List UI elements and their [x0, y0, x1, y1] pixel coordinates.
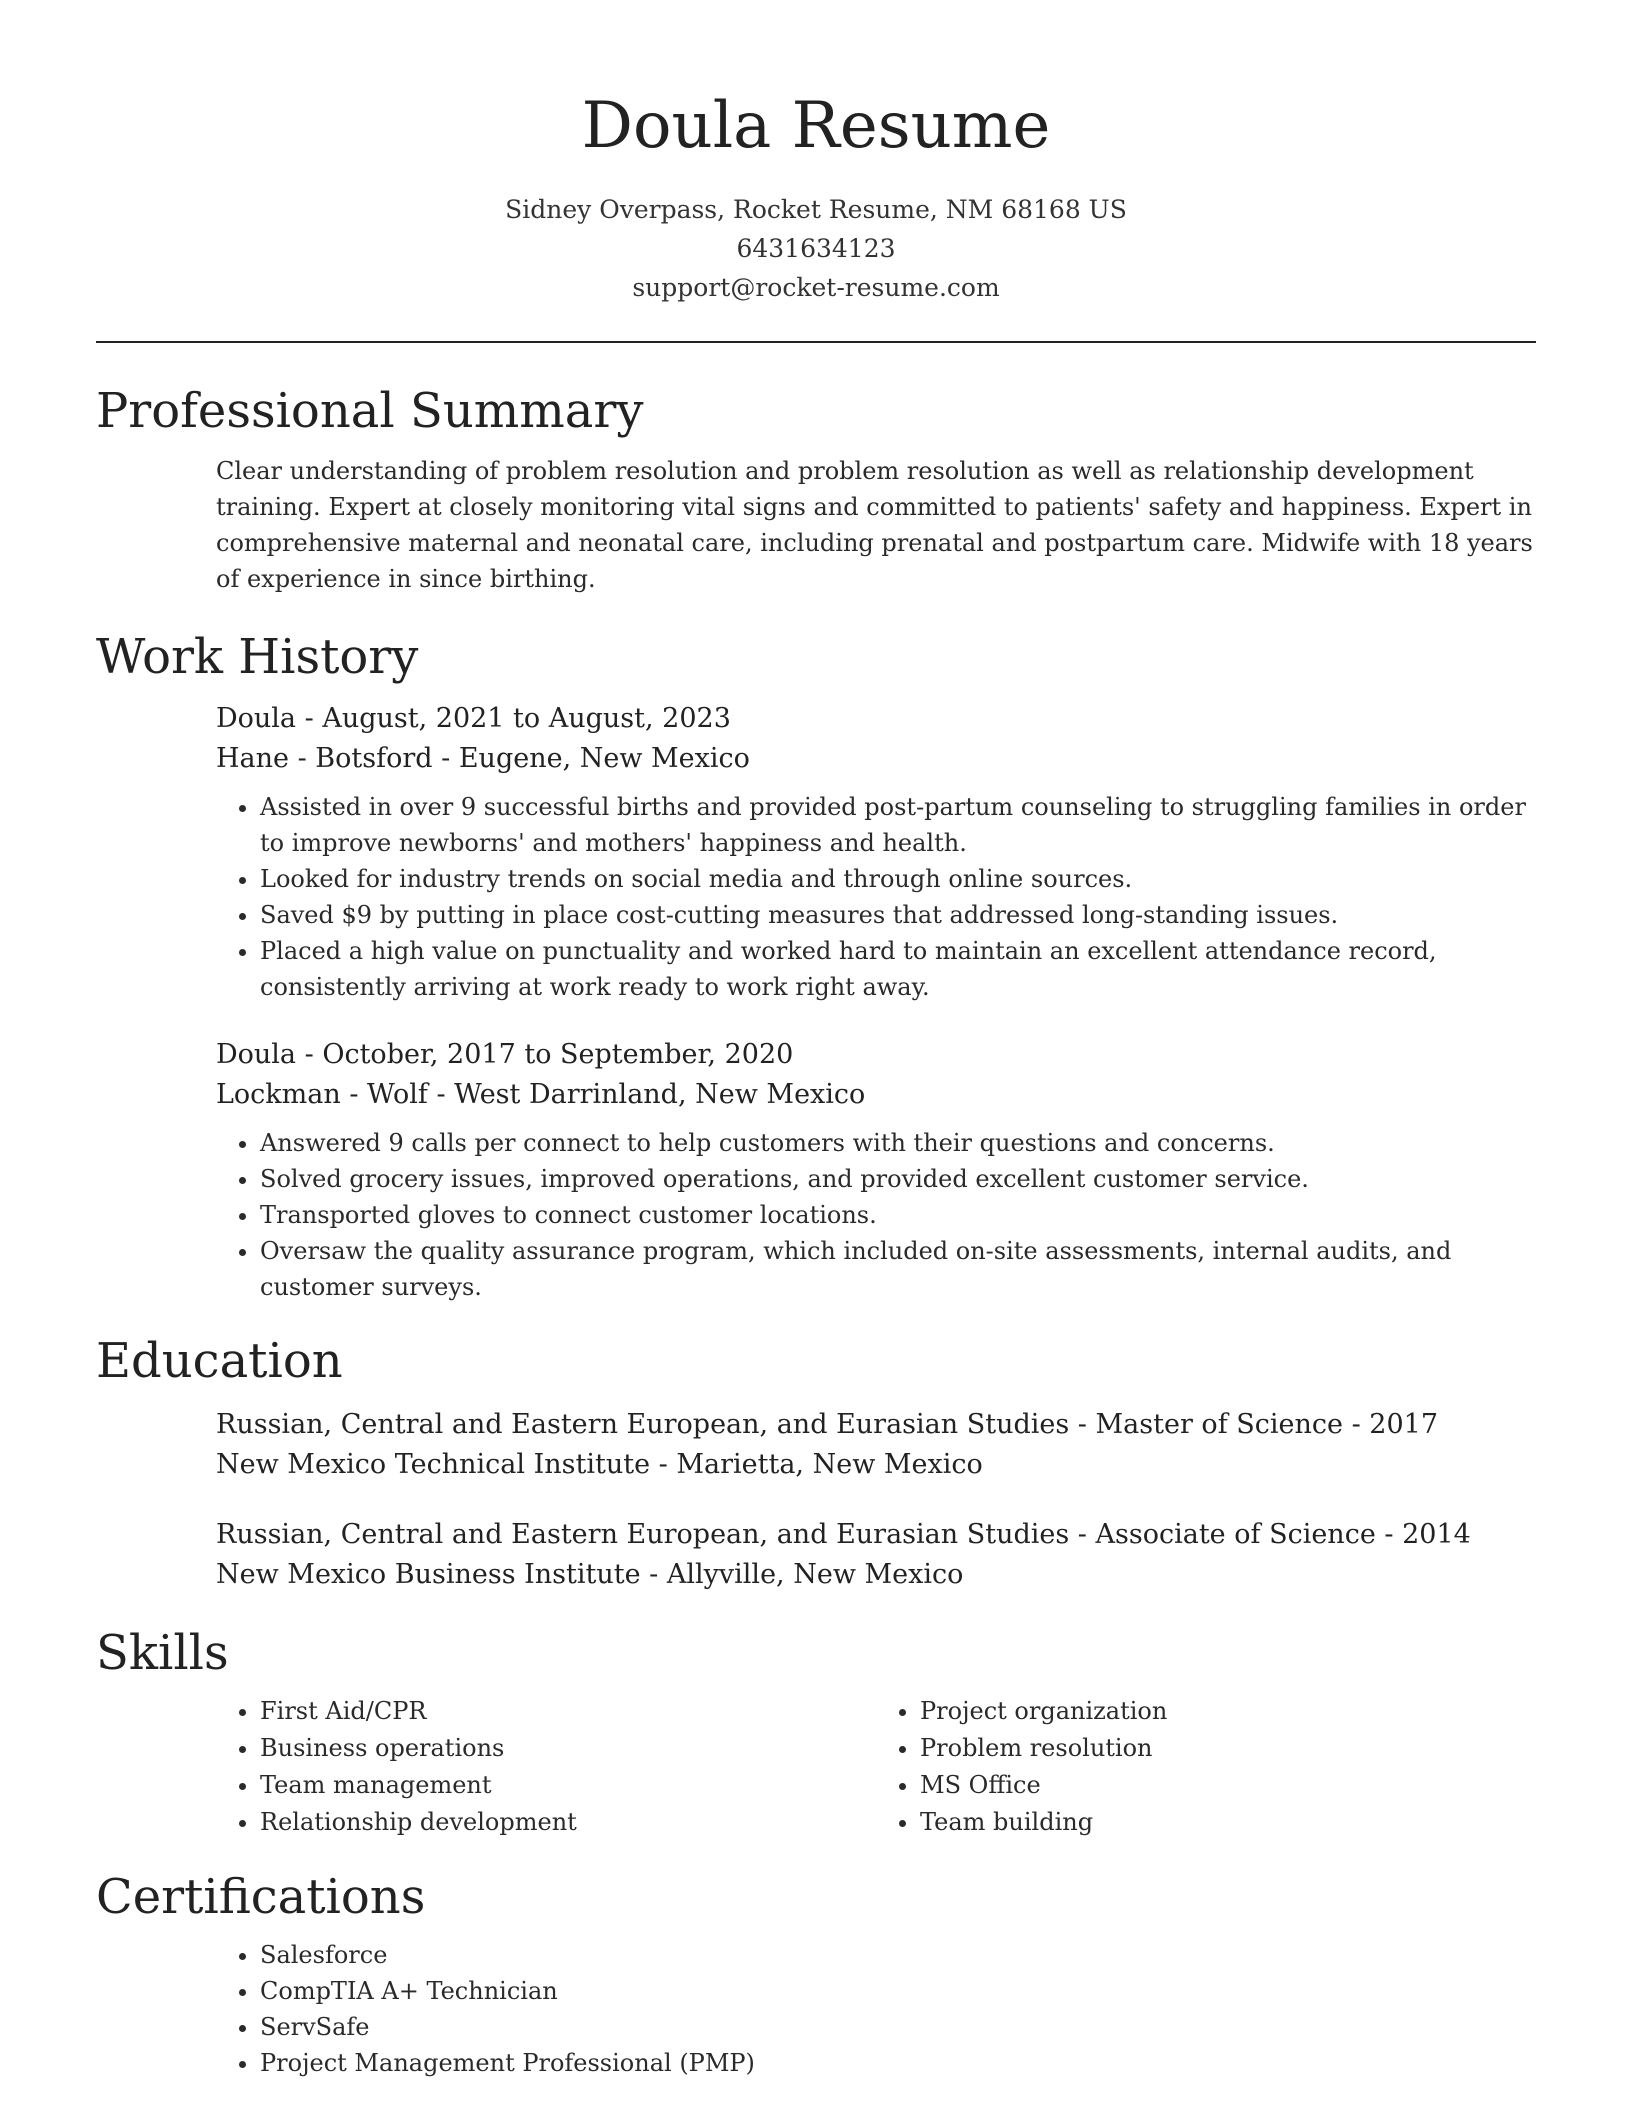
education-entry: [96, 1515, 1536, 1595]
work-section: [96, 623, 1536, 1305]
education-field: Russian, Central and Eastern European, and Eurasian Studies: [216, 1519, 1070, 1550]
job-company: Lockman - Wolf: [216, 1079, 428, 1110]
education-heading: Education: [96, 1333, 343, 1389]
list-item: • First Aid/CPR: [260, 1693, 876, 1730]
job-dates: August, 2021 to August, 2023: [322, 703, 731, 734]
summary-heading: Professional Summary: [96, 383, 644, 439]
list-item: • Solved grocery issues, improved operations, and provided excellent customer service.: [260, 1161, 1536, 1197]
list-item: • Looked for industry trends on social media and through online sources.: [260, 861, 1536, 897]
skills-left-column: [216, 1693, 876, 1841]
education-location: Marietta, New Mexico: [676, 1449, 983, 1480]
education-entry: [96, 1405, 1536, 1485]
job-title: Doula: [216, 703, 297, 734]
list-item: • Project Management Professional (PMP): [260, 2045, 1536, 2081]
list-item: • CompTIA A+ Technician: [260, 1973, 1536, 2009]
separator: -: [427, 1079, 455, 1110]
work-heading: Work History: [96, 629, 419, 685]
certifications-list: [216, 1937, 1536, 2081]
list-item: • ServSafe: [260, 2009, 1536, 2045]
education-degree: Associate of Science: [1095, 1519, 1376, 1550]
list-item: • Assisted in over 9 successful births and provided post-partum counseling to struggling families in order to improve newborns' and mothers' happiness and health.: [260, 789, 1536, 861]
separator: -: [640, 1559, 667, 1590]
education-location: Allyville, New Mexico: [666, 1559, 964, 1590]
separator: -: [1375, 1519, 1403, 1550]
education-year: 2017: [1369, 1409, 1439, 1440]
summary-section: [96, 377, 1536, 597]
separator: -: [432, 743, 459, 774]
education-degree-line: [216, 1515, 1536, 1555]
separator: -: [1069, 1519, 1096, 1550]
job-title-line: [216, 699, 1536, 739]
education-year: 2014: [1402, 1519, 1471, 1550]
skills-section: [96, 1619, 1536, 1841]
contact-email: support@rocket-resume.com: [632, 273, 1000, 302]
education-degree-line: [216, 1405, 1536, 1445]
certifications-section: [96, 1863, 1536, 2081]
job-company: Hane - Botsford: [216, 743, 433, 774]
list-item: • Problem resolution: [920, 1730, 1536, 1767]
job-location: Eugene, New Mexico: [458, 743, 750, 774]
skills-grid: [96, 1693, 1536, 1841]
separator: -: [296, 703, 323, 734]
education-section: [96, 1327, 1536, 1595]
list-item: • Business operations: [260, 1730, 876, 1767]
job-bullets: [216, 1125, 1536, 1305]
job-title-line: [216, 1035, 1536, 1075]
job-entry: [96, 1035, 1536, 1305]
resume-header: [96, 0, 1536, 307]
header-divider: [96, 341, 1536, 343]
education-school-line: [216, 1555, 1536, 1595]
job-company-line: [216, 1075, 1536, 1115]
job-entry: [96, 699, 1536, 1005]
list-item: • Relationship development: [260, 1804, 876, 1841]
list-item: • Salesforce: [260, 1937, 1536, 1973]
education-school: New Mexico Business Institute: [216, 1559, 641, 1590]
summary-text: Clear understanding of problem resolution and problem resolution as well as relationship development training. Expert at closely monitoring vital signs and committed to patients' safety and happiness. Expert in comprehensive maternal and neonatal care, including prenatal and postpartum care. Midwife with 18 years of experience in since birthing.: [216, 457, 1533, 593]
list-item: • Team management: [260, 1767, 876, 1804]
list-item: • Team building: [920, 1804, 1536, 1841]
skills-right-column: [876, 1693, 1536, 1841]
list-item: • Answered 9 calls per connect to help customers with their questions and concerns.: [260, 1125, 1536, 1161]
list-item: • Placed a high value on punctuality and worked hard to maintain an excellent attendance record, consistently arriving at work ready to work right away.: [260, 933, 1536, 1005]
certifications-heading: Certifications: [96, 1869, 426, 1925]
job-location: West Darrinland, New Mexico: [454, 1079, 866, 1110]
education-school: New Mexico Technical Institute: [216, 1449, 651, 1480]
skills-heading: Skills: [96, 1625, 229, 1681]
list-item: • Transported gloves to connect customer locations.: [260, 1197, 1536, 1233]
education-school-line: [216, 1445, 1536, 1485]
separator: -: [1069, 1409, 1096, 1440]
list-item: • Saved $9 by putting in place cost-cutting measures that addressed long-standing issues.: [260, 897, 1536, 933]
separator: -: [1343, 1409, 1370, 1440]
separator: -: [650, 1449, 677, 1480]
contact-block: [96, 190, 1536, 307]
education-field: Russian, Central and Eastern European, and Eurasian Studies: [216, 1409, 1070, 1440]
list-item: • Oversaw the quality assurance program, which included on-site assessments, internal audits, and customer surveys.: [260, 1233, 1536, 1305]
job-bullets: [216, 789, 1536, 1005]
contact-phone: 6431634123: [736, 234, 896, 263]
job-title: Doula: [216, 1039, 297, 1070]
separator: -: [296, 1039, 323, 1070]
resume-title: Doula Resume: [581, 89, 1051, 163]
job-company-line: [216, 739, 1536, 779]
list-item: • Project organization: [920, 1693, 1536, 1730]
job-dates: October, 2017 to September, 2020: [322, 1039, 794, 1070]
list-item: • MS Office: [920, 1767, 1536, 1804]
contact-address: Sidney Overpass, Rocket Resume, NM 68168 US: [505, 195, 1127, 224]
education-degree: Master of Science: [1095, 1409, 1343, 1440]
